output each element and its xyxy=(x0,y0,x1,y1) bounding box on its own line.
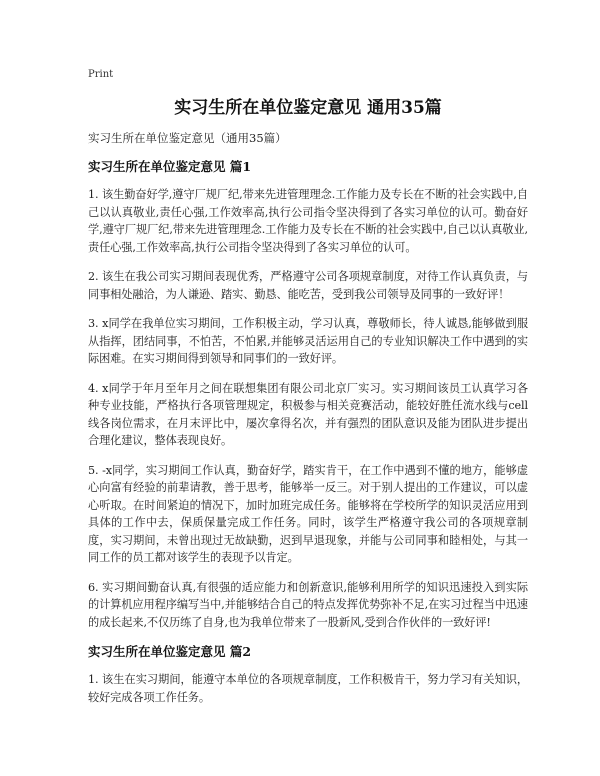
paragraph: 5. -x同学，实习期间工作认真，勤奋好学，踏实肯干，在工作中遇到不懂的地方，能够虚心向富有经验的前辈请教，善于思考，能够举一反三。对于别人提出的工作建议，可以虚心听取。在时间紧迫的情况下，加时加班完成任务。能够将在学校所学的知识灵活应用到具体的工作中去，保质保量完成工作任务。同时，该学生严格遵守我公司的各项规章制度，实习期间，未曾出现过无故缺勤，迟到早退现象，并能与公司同事和睦相处，与其一同工作的员工都对该学生的表现予以肯定。 xyxy=(88,463,528,564)
paragraph: 3. x同学在我单位实习期间，工作积极主动，学习认真，尊敬师长，待人诚恳,能够做到服从指挥，团结同事，不怕苦，不怕累,并能够灵活运用自己的专业知识解决工作中遇到的实际困难。在实习期间得到领导和同事们的一致好评。 xyxy=(88,317,528,365)
paragraph: 4. x同学于年月至年月之间在联想集团有限公司北京厂实习。实习期间该员工认真学习各种专业技能，严格执行各项管理规定，积极参与相关竞赛活动，能较好胜任流水线与cell线各岗位需求，在月末评比中，屡次拿得名次，并有强烈的团队意识及能为团队进步提出合理化建议，整体表现良好。 xyxy=(88,381,528,447)
document-page xyxy=(88,68,528,718)
document-title: 实习生所在单位鉴定意见 通用35篇 xyxy=(174,98,442,118)
document-subtitle: 实习生所在单位鉴定意见（通用35篇） xyxy=(88,131,287,145)
section-heading-2: 实习生所在单位鉴定意见 篇2 xyxy=(88,644,252,659)
paragraph: 6. 实习期间勤奋认真,有很强的适应能力和创新意识,能够利用所学的知识迅速投入到实际的计算机应用程序编写当中,并能够结合自己的特点发挥优势弥补不足,在实习过程当中迅速的成长起来,不仅历练了自身,也为我单位带来了一股新风,受到合作伙伴的一致好评! xyxy=(88,580,528,629)
paragraph: 1. 该生在实习期间，能遵守本单位的各项规章制度，工作积极肯干，努力学习有关知识，较好完成各项工作任务。 xyxy=(88,673,528,704)
paragraph: 2. 该生在我公司实习期间表现优秀，严格遵守公司各项规章制度，对待工作认真负责，与同事相处融洽，为人谦逊、踏实、勤恳、能吃苦，受到我公司领导及同事的一致好评！ xyxy=(88,270,528,301)
section-heading-1: 实习生所在单位鉴定意见 篇1 xyxy=(88,159,252,174)
paragraph: 1. 该生勤奋好学,遵守厂规厂纪,带来先进管理理念.工作能力及专长在不断的社会实践中,自己以认真敬业,责任心强,工作效率高,执行公司指令坚决得到了各实习单位的认可。勤奋好学,遵守厂规厂纪,带来先进管理理念.工作能力及专长在不断的社会实践中,自己以认真敬业,责任心强,工作效率高,执行公司指令坚决得到了各实习单位的认可。 xyxy=(88,188,528,254)
print-label: Print xyxy=(88,69,114,80)
